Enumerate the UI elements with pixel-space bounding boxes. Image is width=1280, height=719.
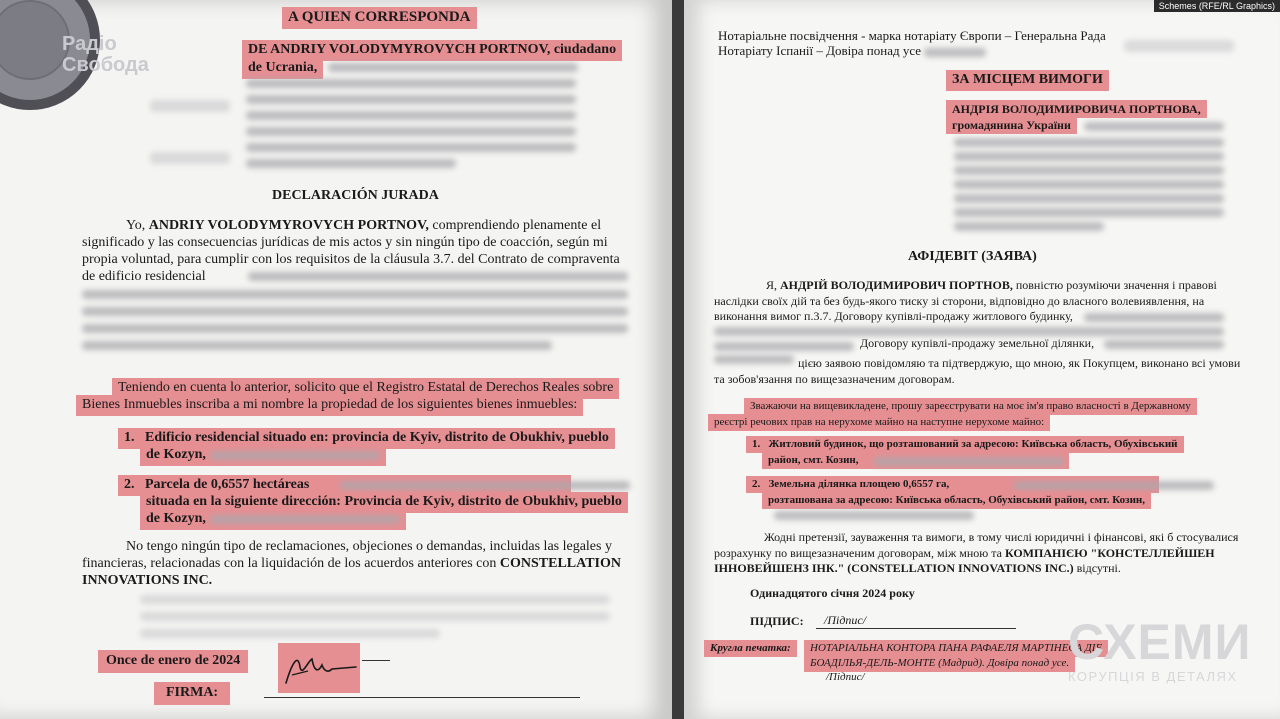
stamp-line2: БОАДІЛЬЯ-ДЕЛЬ-МОНТЕ (Мадрид). Довіра понад усе. [804,655,1075,672]
stamp-signature: /Підпис/ [826,671,865,683]
redacted-text [1084,122,1224,131]
redacted-text [954,222,1104,231]
item1-line1: 1. Житловий будинок, що розташований за адресою: Київська область, Обухівський [746,436,1184,453]
redacted-text [246,143,576,152]
document-title: АФІДЕВІТ (ЗАЯВА) [908,249,1037,264]
declarant-line1: АНДРІЯ ВОЛОДИМИРОВИЧА ПОРТНОВА, [946,100,1207,118]
item2-line3: de Kozyn, [140,509,406,530]
redacted-text [246,95,576,104]
paragraph2-line2: реєстрі речових прав на нерухоме майно на наступне нерухоме майно: [708,414,1050,431]
paragraph1-line1: Я, АНДРІЙ ВОЛОДИМИРОВИЧ ПОРТНОВ, повністю розуміючи значення і правові [766,278,1217,292]
signature-value: /Підпис/ [824,613,867,627]
redacted-text [210,515,400,524]
addressee: ЗА МІСЦЕМ ВИМОГИ [946,70,1109,91]
faded-background-text [150,152,230,164]
radio-logo-line1: Радіо [62,33,117,55]
schemes-logo-word: СХЕМИ [1068,614,1252,670]
signature-label: FIRMA: [154,682,230,705]
paragraph1-line3: propia voluntad, para cumplir con los requisitos de la cláusula 3.7. del Contrato de compraventa [82,252,620,267]
document-page-ukrainian [684,0,1280,719]
paragraph3-line1: Жодні претензії, зауваження та вимоги, в тому числі юридичні і фінансові, які б стосувалися [764,530,1239,544]
redacted-text [246,111,576,120]
redacted-text [714,355,794,364]
declarant-line1: DE ANDRIY VOLODYMYROVYCH PORTNOV, ciudadano [242,40,622,61]
redacted-text [954,194,1224,203]
redacted-text [954,138,1224,147]
paragraph1-line2: significado y las consecuencias jurídicas de mis actos y sin ningún tipo de coacción, según mi [82,235,608,250]
redacted-text [954,166,1224,175]
redacted-text [774,511,974,520]
redacted-text [328,63,578,72]
source-credit: Schemes (RFE/RL Graphics) [1154,0,1280,12]
declarant-line2: de Ucrania, [242,58,323,79]
notary-seal-inner [0,0,70,80]
redacted-text [248,272,628,281]
redacted-text [246,79,576,88]
redacted-text [924,48,986,57]
redacted-text [246,127,576,136]
item2-line2: situada en la siguiente dirección: Provincia de Kyiv, distrito de Obukhiv, pueblo [140,492,628,513]
signature-highlight [278,643,360,693]
schemes-logo-tagline: КОРУПЦІЯ В ДЕТАЛЯХ [1068,669,1238,684]
document-date: Одинадцятого січня 2024 року [750,586,915,600]
paragraph1-line1: Yo, ANDRIY VOLODYMYROVYCH PORTNOV, comprendiendo plenamente el [126,218,602,233]
redacted-text [714,327,1224,336]
signature-line [264,697,580,698]
faded-background-text [140,595,610,604]
item2-line2: розташована за адресою: Київська область, Обухівський район, смт. Козин, [762,492,1151,509]
redacted-text [874,457,1064,466]
redacted-text [246,159,456,168]
radio-svoboda-watermark-logo [62,34,149,76]
radio-logo-line2: Свобода [62,54,149,76]
paragraph1-line6: та зобов'язання по вищезазначеним договорам. [714,372,955,386]
redacted-text [82,341,552,350]
item2-line1: 2. Parcela de 0,6557 hectáreas [118,475,571,496]
handwritten-signature [278,643,360,693]
paragraph1-line4: Договору купівлі-продажу земельної ділянки, [860,336,1095,350]
item1-line2: район, смт. Козин, [762,452,1069,469]
declarant-line2: громадянина України [946,116,1077,134]
paragraph2-line1: Teniendo en cuenta lo anterior, solicito que el Registro Estatal de Derechos Reales sobre [112,378,619,399]
paragraph3-line1: No tengo ningún tipo de reclamaciones, objeciones o demandas, incluidas las legales y [126,539,612,554]
signature-label: ПІДПИС: [750,614,804,628]
redacted-text [714,342,854,351]
redacted-text [340,481,630,490]
paragraph1-line3: виконання вимог п.3.7. Договору купівлі-продажу житлового будинку, [714,309,1073,323]
redacted-text [1014,481,1214,490]
paragraph1-line2: наслідки своїх дій та без будь-якого тиску зі сторони, відповідно до власного волевиявлення, на [714,294,1205,308]
notary-header-line2: Нотаріату Іспанії – Довіра понад усе [718,43,922,58]
addressee: A QUIEN CORRESPONDA [282,7,477,29]
paragraph3-line3: ІННОВЕЙШЕНЗ ІНК." (CONSTELLATION INNOVATIONS INC.) відсутні. [714,561,1121,575]
signature-stroke [362,660,390,661]
redacted-text [954,152,1224,161]
redacted-text [82,324,628,333]
item1-line2: de Kozyn, [140,445,386,466]
redacted-text [82,307,628,316]
faded-background-text [140,629,440,638]
stamp-line1: НОТАРІАЛЬНА КОНТОРА ПАНА РАФАЕЛЯ МАРТІНЕСА ДІЕ [804,640,1108,657]
redacted-text [954,208,1224,217]
document-date: Once de enero de 2024 [98,650,248,673]
signature-line [816,628,1016,629]
stamp-label: Кругла печатка: [704,640,797,657]
redacted-text [1084,313,1224,322]
redacted-text [954,180,1224,189]
schemes-watermark-logo [1068,614,1264,684]
faded-background-text [140,612,610,621]
paragraph2-line1: Зважаючи на вищевикладене, прошу зареєструвати на моє ім'я право власності в Державному [744,398,1197,415]
paragraph3-line3: INNOVATIONS INC. [82,573,213,588]
paragraph1-line5: цією заявою повідомляю та підтверджую, що мною, як Покупцем, виконано всі умови [798,356,1241,370]
paragraph3-line2: розрахунку по вищезазначеним договорам, між мною та КОМПАНІЄЮ "КОНСТЕЛЛЕЙШЕН [714,546,1215,560]
paragraph1-line4: de edificio residencial [82,269,206,284]
redacted-text [82,290,628,299]
paragraph3-line2: financieras, relacionadas con la liquidación de los acuerdos anteriores con CONSTELLATION [82,556,621,571]
faded-background-text [1124,40,1234,52]
faded-background-text [150,100,230,112]
redacted-text [210,451,380,460]
notary-header-line1: Нотаріальне посвідчення - марка нотаріату Європи – Генеральна Рада [718,28,1106,43]
item1-line1: 1. Edificio residencial situado en: provincia de Kyiv, distrito de Obukhiv, pueblo [118,428,615,449]
redacted-text [1104,340,1224,349]
paragraph2-line2: Bienes Inmuebles inscriba a mi nombre la propiedad de los siguientes bienes inmuebles: [76,395,583,416]
item2-line1: 2. Земельна ділянка площею 0,6557 га, [746,476,1159,493]
document-title: DECLARACIÓN JURADA [272,188,439,203]
